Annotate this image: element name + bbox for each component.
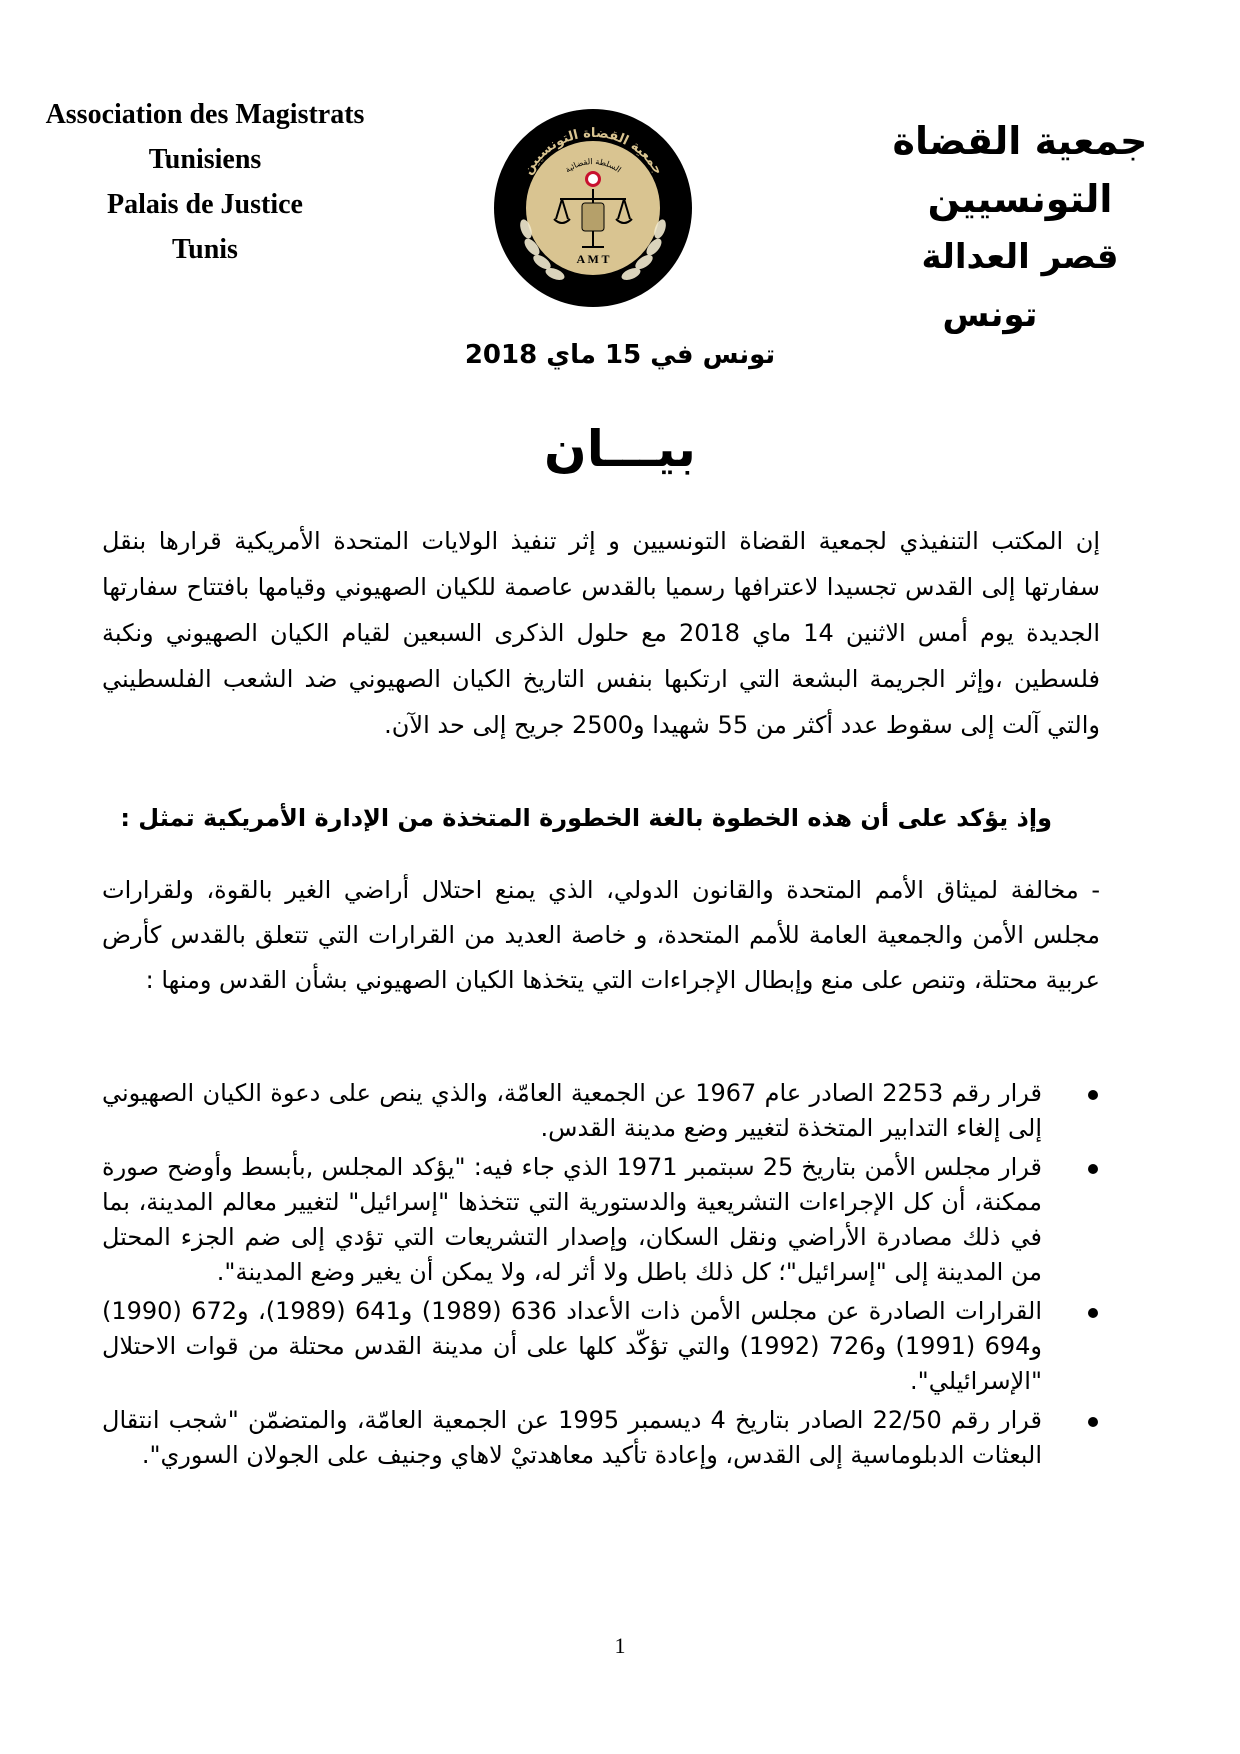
bullet-icon bbox=[1088, 1308, 1098, 1318]
list-item bbox=[102, 1150, 1100, 1290]
header-fr-line-1: Association des Magistrats bbox=[45, 99, 365, 130]
dash-paragraph: - مخالفة لميثاق الأمم المتحدة والقانون الدولي، الذي يمنع احتلال أراضي الغير بالقوة، ولقرارات مجلس الأمن والجمعية العامة للأمم المتحدة، و خاصة العديد من القرارات التي تتعلق بالقدس كأرض عربية محتلة، وتنص على منع وإبطال الإجراءات التي يتخذها الكيان الصهيوني بشأن القدس ومنها : bbox=[102, 876, 1100, 994]
emphasis-line: وإذ يؤكد على أن هذه الخطوة بالغة الخطورة المتخذة من الإدارة الأمريكية تمثل : bbox=[120, 804, 1052, 832]
association-seal-logo bbox=[492, 107, 694, 309]
seal-ring-text: جمعية القضاة التونسيين bbox=[520, 125, 666, 178]
header-ar-line-3: تونس bbox=[942, 295, 1038, 335]
resolutions-list bbox=[102, 1076, 1100, 1477]
list-item-text: قرار رقم 2253 الصادر عام 1967 عن الجمعية العامّة، والذي ينص على دعوة الكيان الصهيوني إلى إلغاء التدابير المتخذة لتغيير وضع مدينة القدس. bbox=[102, 1079, 1042, 1142]
header-ar-line-1: جمعية القضاة التونسيين bbox=[892, 119, 1148, 221]
list-item bbox=[102, 1403, 1100, 1473]
bullet-icon bbox=[1088, 1164, 1098, 1174]
seal-inner-text: السلطة القضائية bbox=[563, 157, 623, 175]
header-arabic bbox=[840, 112, 1200, 344]
seal-letters: A M T bbox=[576, 252, 610, 266]
document-title: بيـــان bbox=[544, 420, 696, 478]
header-fr-line-2: Tunisiens bbox=[148, 144, 262, 175]
list-item-text: قرار رقم 22/50 الصادر بتاريخ 4 ديسمبر 1995 عن الجمعية العامّة، والمتضمّن "شجب انتقال البعثات الدبلوماسية إلى القدس، وإعادة تأكيد معاهدتيْ لاهاي وجنيف على الجولان السوري". bbox=[102, 1406, 1043, 1469]
intro-paragraph: إن المكتب التنفيذي لجمعية القضاة التونسيين و إثر تنفيذ الولايات المتحدة الأمريكية قرارها بنقل سفارتها إلى القدس تجسيدا لاعترافها رسميا بالقدس عاصمة للكيان الصهيوني وقيامها بافتتاح سفارتها الجديدة يوم أمس الاثنين 14 ماي 2018 مع حلول الذكرى السبعين لقيام الكيان الصهيوني ونكبة فلسطين ،وإثر الجريمة البشعة التي ارتكبها بنفس التاريخ الكيان الصهيوني ضد الشعب الفلسطيني والتي آلت إلى سقوط عدد أكثر من 55 شهيدا و2500 جريح إلى حد الآن. bbox=[102, 527, 1101, 739]
list-item-text: القرارات الصادرة عن مجلس الأمن ذات الأعداد 636 (1989) و641 (1989)، و672 (1990) و694 (1991) و726 (1992) والتي تؤكّد كلها على أن مدينة القدس محتلة من قوات الاحتلال "الإسرائيلي". bbox=[102, 1297, 1042, 1395]
bullet-icon bbox=[1088, 1417, 1098, 1427]
page-number: 1 bbox=[614, 1633, 626, 1658]
header-fr-line-3: Palais de Justice bbox=[107, 189, 303, 220]
header-ar-line-2: قصر العدالة bbox=[921, 237, 1119, 277]
list-item bbox=[102, 1294, 1100, 1399]
list-item bbox=[102, 1076, 1100, 1146]
bullet-icon bbox=[1088, 1090, 1098, 1100]
header-fr-line-4: Tunis bbox=[172, 234, 238, 265]
document-date: تونس في 15 ماي 2018 bbox=[464, 340, 776, 370]
header-french bbox=[40, 92, 370, 272]
list-item-text: قرار مجلس الأمن بتاريخ 25 سبتمبر 1971 الذي جاء فيه: "يؤكد المجلس ,بأبسط وأوضح صورة ممكنة، أن كل الإجراءات التشريعية والدستورية التي تتخذها "إسرائيل" لتغيير معالم المدينة، بما في ذلك مصادرة الأراضي ونقل السكان، وإصدار التشريعات التي تؤدي إلى ضم الجزء المحتل من المدينة إلى "إسرائيل"؛ كل ذلك باطل ولا أثر له، ولا يمكن أن يغير وضع المدينة". bbox=[102, 1153, 1042, 1286]
